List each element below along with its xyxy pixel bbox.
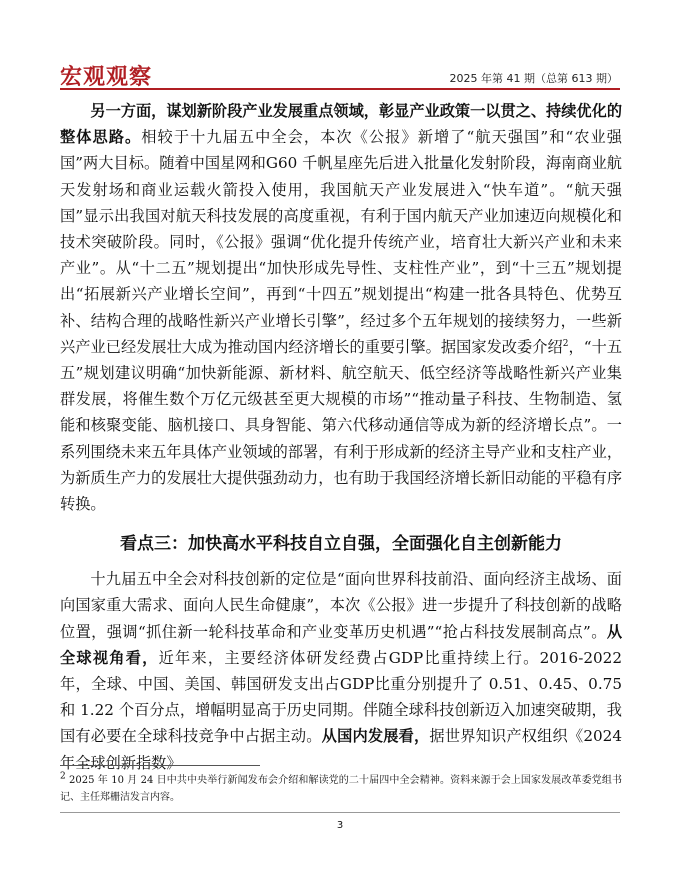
paragraph-text-continued: ，“十五五”规划建议明确“加快新能源、新材料、航空航天、低空经济等战略性新兴产业集群发展，将催生数个万亿元级甚至更大规模的市场”“推动量子科技、生物制造、氢能和核聚变能、脑机接口、具身智能、第六代移动通信等成为新的经济增长点”。一系列围绕未来五年具体产业领域的部署，有利于形成新的经济主导产业和支柱产业，为新质生产力的发展壮大提供强劲动力，也有助于我国经济增长新旧动能的平稳有序转换。 bbox=[60, 337, 623, 514]
paragraph-text-global: 近年来，主要经济体研发经费占GDP比重持续上行。2016-2022 年，全球、中国、美国、韩国研发支出占GDP比重分别提升了 0.51、0.45、0.75 和 1.22 个百分点，增幅明显高于历史同期。伴随全球科技创新迈入加速突破期，我国有必要在全球科技竞争中占据主动。 bbox=[60, 648, 622, 746]
footnote-mark: 2 bbox=[60, 771, 66, 782]
footer-rule bbox=[60, 812, 620, 813]
footnote-text: 2025 年 10 月 24 日中共中央举行新闻发布会介绍和解读党的二十届四中全会精神。资料来源于会上国家发展改革委党组书记、主任郑栅洁发言内容。 bbox=[60, 775, 623, 803]
publication-title: 宏观观察 bbox=[60, 65, 153, 90]
header-rule bbox=[60, 88, 620, 90]
section-heading: 看点三：加快高水平科技自立自强，全面强化自主创新能力 bbox=[120, 534, 562, 555]
footnote bbox=[60, 772, 622, 806]
footnote-rule bbox=[60, 765, 260, 766]
paragraph-industry-policy bbox=[60, 98, 622, 517]
paragraph-text: 十九届五中全会对科技创新的定位是“面向世界科技前沿、面向经济主战场、面向国家重大需求、面向人民生命健康”，本次《公报》进一步提升了科技创新的战略位置，强调“抓住新一轮科技革命和产业变革历史机遇”“抢占科技发展制高点”。 bbox=[60, 570, 622, 641]
domestic-perspective-lead: 从国内发展看， bbox=[321, 727, 430, 746]
page-number: 3 bbox=[336, 820, 344, 831]
paragraph-text: 相较于十九届五中全会，本次《公报》新增了“航天强国”和“农业强国”两大目标。随着中国星网和G60 千帆星座先后进入批量化发射阶段，海南商业航天发射场和商业运载火箭投入使用，我国航天产业发展进入“快车道”。“航天强国”显示出我国对航天科技发展的高度重视，有利于国内航天产业加速迈向规模化和技术突破阶段。同时，《公报》强调“优化提升传统产业，培育壮大新兴产业和未来产业”。从“十二五”规划提出“加快形成先导性、支柱性产业”，到“十三五”规划提出“拓展新兴产业增长空间”，再到“十四五”规划提出“构建一批各具特色、优势互补、结构合理的战略性新兴产业增长引擎”，经过多个五年规划的接续努力，一些新兴产业已经发展壮大成为推动国内经济增长的重要引擎。据国家发改委介绍 bbox=[60, 128, 622, 356]
main-content bbox=[60, 98, 622, 776]
footnote-reference[interactable]: 2 bbox=[562, 338, 569, 349]
global-perspective-lead: 从全球视角看， bbox=[60, 622, 622, 667]
paragraph-lead: 另一方面，谋划新阶段产业发展重点领域，彰显产业政策一以贯之、持续优化的整体思路。 bbox=[60, 102, 622, 147]
issue-number: 2025 年第 41 期（总第 613 期） bbox=[449, 72, 618, 85]
paragraph-tech-innovation bbox=[60, 566, 622, 776]
paragraph-text-domestic: 据世界知识产权组织《2024 年全球创新指数》 bbox=[60, 727, 622, 772]
